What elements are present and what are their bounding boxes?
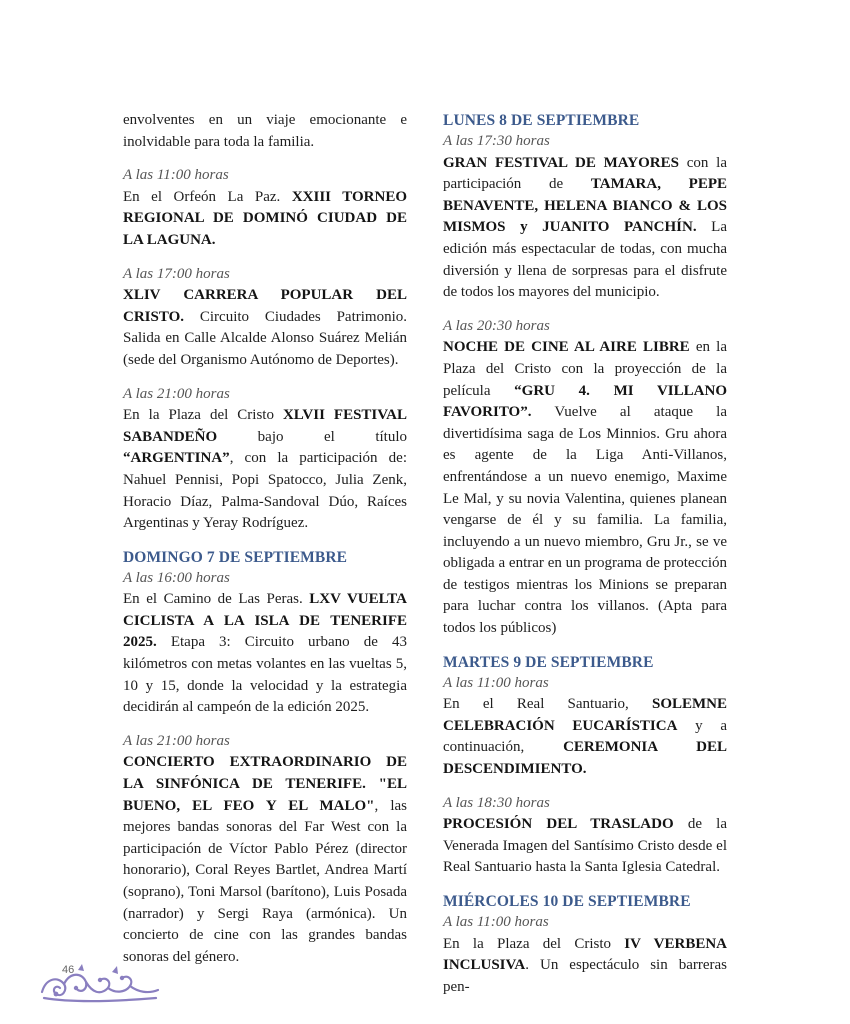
event-text: En el Camino de Las Peras. bbox=[123, 591, 310, 608]
event-title: XLVII FESTIVAL SABANDEÑO bbox=[123, 407, 408, 445]
event-text: de la Venerada Imagen del Santísimo Cristo desde el Real Santuario hasta la Santa Iglesia Catedral. bbox=[443, 816, 727, 876]
event-text: Etapa 3: Circuito urbano de 43 kilómetros con metas volantes en las vueltas 5, 10 y 15, donde la velocidad y la estrategia decidirán al campeón de la edición 2025. bbox=[123, 634, 407, 716]
event-text: En la Plaza del Cristo bbox=[443, 935, 625, 952]
event-description bbox=[443, 694, 727, 780]
day-heading-martes: MARTES 9 DE SEPTIEMBRE bbox=[443, 653, 654, 671]
event-text: En la Plaza del Cristo bbox=[123, 407, 283, 424]
ornament-icon bbox=[38, 962, 163, 1004]
event-time: A las 11:00 horas bbox=[123, 167, 229, 184]
event-description bbox=[443, 934, 727, 999]
event-time: A las 16:00 horas bbox=[123, 569, 230, 586]
event-time: A las 17:30 horas bbox=[443, 133, 550, 149]
event-text: en la Plaza del Cristo con la proyección de la película bbox=[443, 339, 728, 399]
event-title: PROCESIÓN DEL TRASLADO bbox=[443, 816, 674, 833]
event-domino-tournament bbox=[123, 165, 407, 251]
event-title: CONCIERTO EXTRAORDINARIO DE LA SINFÓNICA DE TENERIFE. "EL BUENO, EL FEO Y EL MALO" bbox=[123, 754, 407, 814]
event-description bbox=[123, 285, 407, 371]
event-description bbox=[123, 752, 407, 968]
event-text: y a continuación, bbox=[443, 717, 727, 756]
event-title: XLIV CARRERA POPULAR DEL CRISTO. bbox=[123, 287, 407, 325]
event-description bbox=[443, 337, 727, 639]
event-title: CEREMONIA DEL DESCENDIMIENTO. bbox=[443, 739, 727, 778]
event-text: La edición más espectacular de todas, con mucha diversión y llena de sorpresas para el disfrute de todos los mayores del municipio. bbox=[443, 219, 727, 301]
event-description: envolventes en un viaje emocionante e inolvidable para toda la familia. bbox=[123, 112, 407, 150]
event-vuelta-ciclista bbox=[123, 568, 407, 719]
event-title: LXV VUELTA CICLISTA A LA ISLA DE TENERIFE 2025. bbox=[123, 591, 407, 651]
event-title: NOCHE DE CINE AL AIRE LIBRE bbox=[443, 339, 690, 356]
event-title: GRAN FESTIVAL DE MAYORES bbox=[443, 154, 679, 171]
event-text: , las mejores bandas sonoras del Far West con la participación de Víctor Pablo Pérez (director honorario), Coral Reyes Bartlet, Andrea Martí (soprano), Toni Marsol (barítono), Luis Posada (narrador) y Sergi Raya (armónica). Un concierto de cine con las grandes bandas sonoras del género. bbox=[123, 797, 407, 965]
event-continuation bbox=[123, 110, 407, 153]
event-time: A las 20:30 horas bbox=[443, 317, 550, 334]
event-description bbox=[123, 589, 407, 719]
event-time: A las 11:00 horas bbox=[443, 914, 549, 930]
event-text: con la participación de bbox=[443, 154, 728, 193]
day-heading-lunes: LUNES 8 DE SEPTIEMBRE bbox=[443, 112, 640, 129]
event-festival-sabandeno bbox=[123, 384, 407, 535]
event-verbena-inclusiva bbox=[443, 912, 727, 998]
event-time: A las 17:00 horas bbox=[123, 265, 230, 282]
event-text: . Un espectáculo sin barreras pen- bbox=[443, 957, 727, 995]
event-text: , con la participación de: Nahuel Pennisi, Popi Spatocco, Julia Zenk, Horacio Díaz, Palma-Sandoval Dúo, Raíces Argentinas y Yeray Rodríguez. bbox=[123, 450, 407, 532]
event-title: XXIII TORNEO REGIONAL DE DOMINÓ CIUDAD DE LA LAGUNA. bbox=[123, 188, 407, 248]
left-column bbox=[123, 110, 407, 980]
event-text: bajo el título bbox=[217, 428, 407, 445]
event-time: A las 21:00 horas bbox=[123, 732, 230, 749]
page-number: 46 bbox=[62, 964, 75, 976]
event-time: A las 18:30 horas bbox=[443, 794, 550, 811]
event-time: A las 11:00 horas bbox=[443, 674, 549, 691]
day-heading-miercoles: MIÉRCOLES 10 DE SEPTIEMBRE bbox=[443, 893, 691, 910]
event-description bbox=[123, 405, 407, 535]
event-celebracion-eucaristica bbox=[443, 673, 727, 781]
event-title: IV VERBENA INCLUSIVA bbox=[443, 935, 727, 974]
right-column bbox=[443, 110, 727, 1010]
event-text: Circuito Ciudades Patrimonio. Salida en Calle Alcalde Alonso Suárez Melián (sede del Organismo Autónomo de Deportes). bbox=[123, 308, 407, 368]
event-title: “GRU 4. MI VILLANO FAVORITO”. bbox=[443, 382, 727, 421]
event-text: Vuelve al ataque la divertidísima saga de Los Minnios. Gru ahora es agente de la Liga Anti-Villanos, enfrentándose a un nuevo enemigo, Maxime Le Mal, y su novia Valentina, quienes planean vengarse de él y su familia. La familia, incluyendo a un nuevo miembro, Gru Jr., se ve obligada a entrar en un programa de protección de testigos mientras los Minions se preparan para luchar contra los villanos. (Apta para todos los públicos) bbox=[443, 404, 727, 637]
event-description bbox=[443, 153, 727, 304]
event-title: SOLEMNE CELEBRACIÓN EUCARÍSTICA bbox=[443, 696, 727, 734]
event-carrera-popular bbox=[123, 264, 407, 372]
event-text: En el Real Santuario, bbox=[443, 696, 652, 713]
event-procesion-traslado bbox=[443, 793, 727, 879]
event-time: A las 21:00 horas bbox=[123, 385, 230, 402]
event-text: En el Orfeón La Paz. bbox=[123, 188, 292, 205]
event-title: “ARGENTINA” bbox=[123, 450, 230, 467]
day-heading-domingo: DOMINGO 7 DE SEPTIEMBRE bbox=[123, 548, 348, 566]
event-description bbox=[443, 814, 727, 879]
event-festival-mayores bbox=[443, 131, 727, 304]
event-title: TAMARA, PEPE BENAVENTE, HELENA BIANCO & LOS MISMOS y JUANITO PANCHÍN. bbox=[443, 176, 727, 236]
event-concierto-sinfonica bbox=[123, 731, 407, 969]
event-cine-aire-libre bbox=[443, 316, 727, 640]
event-description bbox=[123, 187, 407, 252]
